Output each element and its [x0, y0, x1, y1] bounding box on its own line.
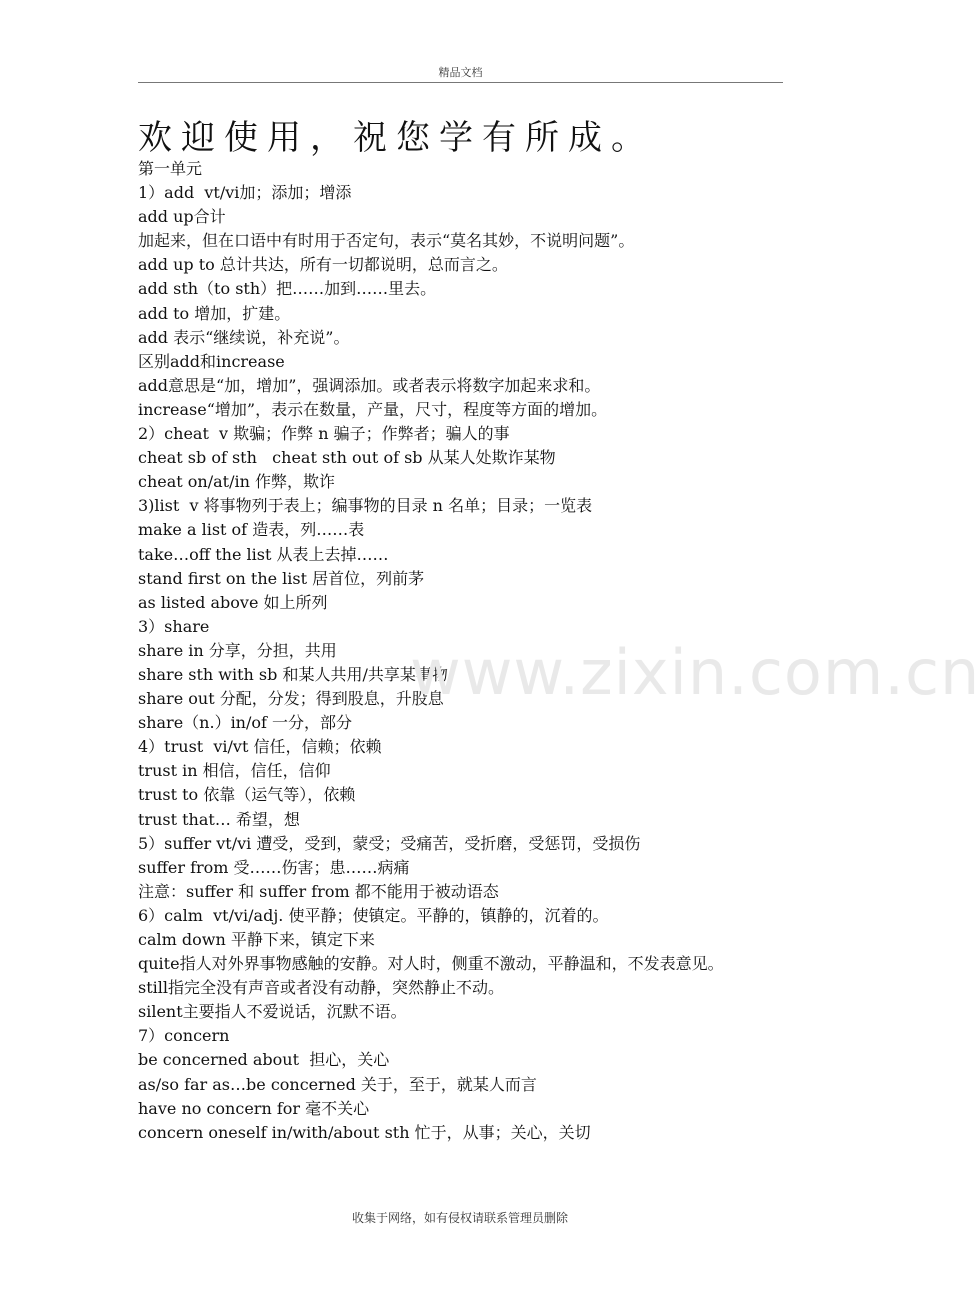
text-line: 3)list v 将事物列于表上；编事物的目录 n 名单；目录；一览表 — [138, 496, 593, 516]
text-line: suffer from 受……伤害；患……病痛 — [138, 857, 410, 877]
text-line: 4）trust vi/vt 信任，信赖；依赖 — [138, 737, 382, 757]
text-line: add up合计 — [138, 207, 226, 227]
text-line: add sth（to sth）把……加到……里去。 — [138, 279, 437, 299]
text-line: share in 分享，分担，共用 — [138, 640, 337, 660]
text-line: add to 增加，扩建。 — [138, 303, 291, 323]
text-line: trust to 依靠（运气等），依赖 — [138, 785, 356, 805]
text-line: have no concern for 毫不关心 — [138, 1098, 370, 1118]
text-line: be concerned about 担心，关心 — [138, 1050, 390, 1070]
text-line: 区别add和increase — [138, 351, 285, 371]
document-title: 欢迎使用，祝您学有所成。 — [138, 118, 654, 158]
text-line: share sth with sb 和某人共用/共享某事物 — [138, 664, 448, 684]
text-line: increase“增加”，表示在数量，产量，尺寸，程度等方面的增加。 — [138, 399, 608, 419]
text-line: as listed above 如上所列 — [138, 592, 328, 612]
text-line: stand first on the list 居首位，列前茅 — [138, 568, 425, 588]
text-line: add意思是“加，增加”，强调添加。或者表示将数字加起来求和。 — [138, 375, 601, 395]
text-line: cheat on/at/in 作弊，欺诈 — [138, 472, 335, 492]
header-divider — [138, 82, 783, 83]
text-line: concern oneself in/with/about sth 忙于，从事；关心，关切 — [138, 1122, 591, 1142]
text-line: quite指人对外界事物感触的安静。对人时，侧重不激动，平静温和，不发表意见。 — [138, 954, 724, 974]
text-line: add 表示“继续说，补充说”。 — [138, 327, 350, 347]
document-body — [138, 157, 778, 1145]
text-line: still指完全没有声音或者没有动静，突然静止不动。 — [138, 978, 504, 998]
text-line: 2）cheat v 欺骗；作弊 n 骗子；作弊者；骗人的事 — [138, 424, 510, 444]
text-line: trust in 相信，信任，信仰 — [138, 761, 331, 781]
text-line: add up to 总计共达，所有一切都说明，总而言之。 — [138, 255, 508, 275]
text-line: 第一单元 — [138, 159, 203, 178]
page-footer: 收集于网络，如有侵权请联系管理员删除 — [351, 1211, 568, 1225]
watermark: www.zixin.com.cn — [410, 636, 980, 709]
text-line: silent主要指人不爱说话，沉默不语。 — [138, 1002, 407, 1022]
text-line: 5）suffer vt/vi 遭受，受到，蒙受；受痛苦，受折磨，受惩罚，受损伤 — [138, 833, 641, 853]
text-line: make a list of 造表，列……表 — [138, 520, 365, 540]
text-line: 6）calm vt/vi/adj. 使平静；使镇定。平静的，镇静的，沉着的。 — [138, 905, 609, 925]
text-line: share（n.）in/of 一分，部分 — [138, 713, 353, 733]
text-line: share out 分配，分发；得到股息，升股息 — [138, 689, 444, 709]
text-line: cheat sb of sth cheat sth out of sb 从某人处欺诈某物 — [138, 448, 556, 468]
text-line: 3）share — [138, 616, 210, 636]
text-line: 1）add vt/vi加；添加；增添 — [138, 183, 352, 203]
text-line: 注意：suffer 和 suffer from 都不能用于被动语态 — [138, 881, 499, 901]
text-line: as/so far as…be concerned 关于，至于，就某人而言 — [138, 1074, 537, 1094]
page-header: 精品文档 — [438, 66, 483, 79]
text-line: calm down 平静下来，镇定下来 — [138, 930, 375, 949]
text-line: 加起来，但在口语中有时用于否定句，表示“莫名其妙，不说明问题”。 — [138, 231, 635, 251]
text-line: take…off the list 从表上去掉…… — [138, 544, 389, 564]
text-line: 7）concern — [138, 1026, 230, 1046]
text-line: trust that… 希望，想 — [138, 809, 300, 829]
